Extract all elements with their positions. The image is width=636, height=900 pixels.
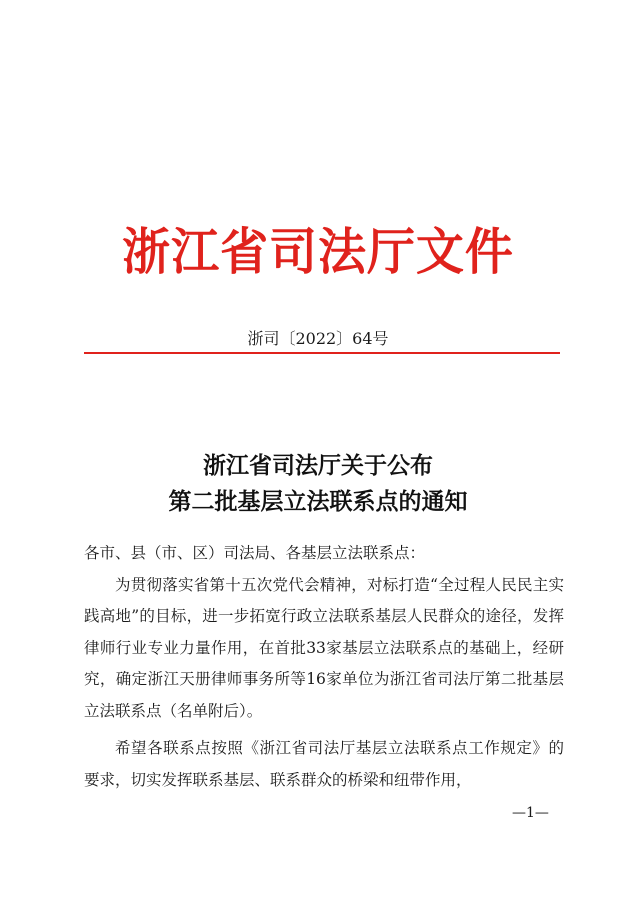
notice-title bbox=[0, 448, 636, 520]
issuer-title: 浙江省司法厅文件 bbox=[122, 222, 514, 281]
document-body bbox=[84, 538, 564, 796]
document-number: 浙司〔2022〕64号 bbox=[247, 329, 389, 348]
body-paragraph-1: 为贯彻落实省第十五次党代会精神，对标打造“全过程人民民主实践高地”的目标，进一步拓宽行政立法联系基层人民群众的途径，发挥律师行业专业力量作用，在首批33家基层立法联系点的基础上，经研究，确定浙江天册律师事务所等16家单位为浙江省司法厅第二批基层立法联系点（名单附后）。 bbox=[84, 575, 564, 720]
red-divider-line bbox=[84, 352, 560, 354]
notice-title-line-2: 第二批基层立法联系点的通知 bbox=[168, 488, 468, 515]
page-number: —1— bbox=[512, 805, 549, 821]
notice-title-line-1: 浙江省司法厅关于公布 bbox=[203, 452, 433, 479]
salutation: 各市、县（市、区）司法局、各基层立法联系点： bbox=[84, 544, 426, 562]
body-paragraph-2: 希望各联系点按照《浙江省司法厅基层立法联系点工作规定》的要求，切实发挥联系基层、联系群众的桥梁和纽带作用， bbox=[84, 739, 564, 789]
